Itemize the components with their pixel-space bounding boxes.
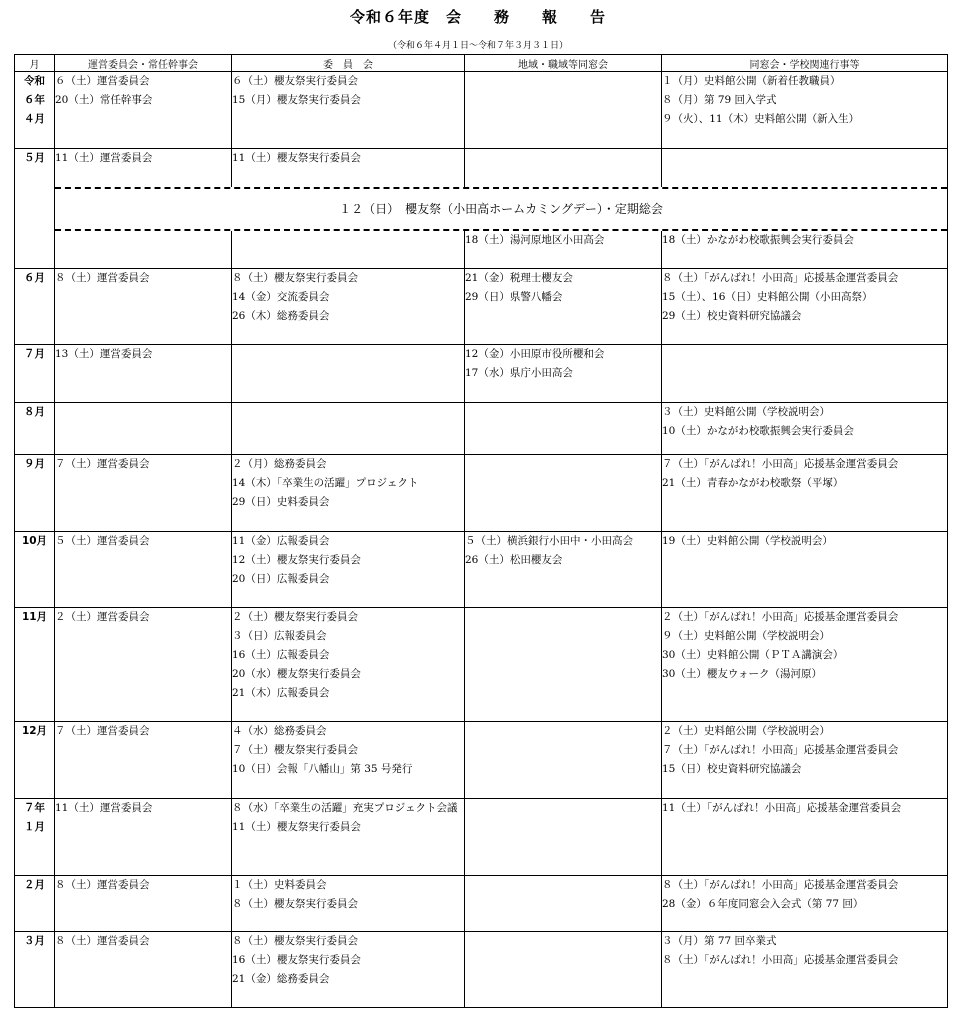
committee-cell (232, 932, 465, 1008)
table-row (15, 72, 948, 149)
entry-text: ７（土）「がんばれ！小田高」応援基金運営委員会 (662, 744, 899, 756)
entry-text: 13（土）運営委員会 (55, 348, 153, 360)
month-label: ３月 (24, 935, 45, 947)
entry-text: 20（日）広報委員会 (232, 573, 330, 585)
month-cell (15, 532, 55, 608)
header-month: 月 (15, 55, 55, 72)
month-cell (15, 149, 55, 187)
table-row (15, 149, 948, 187)
entry-text: 11（土）「がんばれ！小田高」応援基金運営委員会 (662, 802, 902, 814)
table-row (15, 455, 948, 532)
entry-text: 18（土）湯河原地区小田高会 (465, 233, 605, 246)
steering-cell (55, 345, 232, 403)
month-label: 11月 (21, 611, 48, 623)
entry-text: 10（土）かながわ校歌振興会実行委員会 (662, 425, 854, 437)
entry-text: 21（木）広報委員会 (232, 687, 330, 699)
events-cell (662, 403, 948, 455)
steering-cell (55, 455, 232, 532)
entry-text: 17（水）県庁小田高会 (465, 367, 573, 379)
entry-text: ７（土）櫻友祭実行委員会 (232, 744, 358, 756)
regional-cell (465, 932, 662, 1008)
entry-text: １（月）史料館公開（新着任教職員） (662, 75, 841, 87)
steering-cell (55, 876, 232, 932)
steering-cell (55, 608, 232, 722)
committee-cell (232, 345, 465, 403)
month-label: ６月 (24, 272, 45, 284)
entry-text: ５（土）横浜銀行小田中・小田高会 (465, 535, 633, 547)
steering-cell (55, 403, 232, 455)
entry-text: ８（土）櫻友祭実行委員会 (232, 272, 358, 284)
entry-text: 16（土）広報委員会 (232, 649, 330, 661)
month-cell (15, 403, 55, 455)
entry-text: ２（土）櫻友祭実行委員会 (232, 611, 358, 623)
regional-cell (465, 72, 662, 149)
entry-text: ８（土）「がんばれ！小田高」応援基金運営委員会 (662, 954, 899, 966)
entry-text: ８（月）第 79 回入学式 (662, 94, 777, 106)
entry-text: 10（日）会報「八幡山」第 35 号発行 (232, 763, 413, 775)
entry-text: ７（土）運営委員会 (55, 458, 150, 470)
regional-cell (465, 608, 662, 722)
table-row (15, 532, 948, 608)
entry-text: 29（日）史料委員会 (232, 496, 330, 508)
entry-text: ８（土）櫻友祭実行委員会 (232, 935, 358, 947)
table-row (15, 876, 948, 932)
entry-text: 11（土）櫻友祭実行委員会 (232, 821, 361, 833)
entry-text: 21（土）青春かながわ校歌祭（平塚） (662, 477, 844, 489)
month-label: 令和 ６年 ４月 (24, 75, 45, 125)
steering-cell (55, 269, 232, 345)
general-meeting-banner: １２（日） 櫻友祭（小田高ホームカミングデー）・定期総会 (55, 187, 947, 231)
entry-text: 11（土）運営委員会 (55, 802, 153, 814)
committee-cell (232, 269, 465, 345)
regional-cell (465, 876, 662, 932)
month-cell (15, 455, 55, 532)
entry-text: ８（土）「がんばれ！小田高」応援基金運営委員会 (662, 879, 899, 891)
month-cell (15, 345, 55, 403)
entry-text: 18（土）かながわ校歌振興会実行委員会 (662, 233, 854, 246)
page-title: 令和６年度 会 務 報 告 (349, 8, 606, 26)
table-row (15, 231, 948, 269)
table-row (15, 932, 948, 1008)
entry-text: ８（土）運営委員会 (55, 879, 150, 891)
month-label: ５月 (24, 152, 45, 164)
entry-text: 21（金）税理士櫻友会 (465, 272, 573, 284)
entry-text: 30（土）櫻友ウォーク（湯河原） (662, 668, 822, 680)
regional-cell (465, 403, 662, 455)
committee-cell (232, 532, 465, 608)
entry-text: 14（木）「卒業生の活躍」プロジェクト (232, 477, 419, 489)
table-row (15, 269, 948, 345)
committee-cell (232, 608, 465, 722)
entry-text: ９（土）史料館公開（学校説明会） (662, 630, 830, 642)
report-table (14, 54, 948, 1008)
month-cell (15, 722, 55, 799)
month-cell (15, 231, 55, 269)
entry-text: ８（土）櫻友祭実行委員会 (232, 898, 358, 910)
committee-cell (232, 403, 465, 455)
steering-cell (55, 72, 232, 149)
entry-text: 16（土）櫻友祭実行委員会 (232, 954, 361, 966)
regional-cell (465, 269, 662, 345)
header-committee: 委 員 会 (232, 55, 465, 72)
entry-text: ３（土）史料館公開（学校説明会） (662, 406, 830, 418)
entry-text: ９（火）、11（木）史料館公開（新入生） (662, 113, 860, 125)
committee-cell (232, 231, 465, 269)
table-row (15, 345, 948, 403)
regional-cell (465, 345, 662, 403)
banner-row (15, 187, 948, 231)
header-events: 同窓会・学校関連行事等 (662, 55, 948, 72)
events-cell (662, 932, 948, 1008)
entry-text: 30（土）史料館公開（ＰＴＡ講演会） (662, 649, 844, 661)
events-cell (662, 231, 948, 269)
events-cell (662, 799, 948, 876)
month-cell (15, 876, 55, 932)
entry-text: ６（土）運営委員会 (55, 75, 150, 87)
month-label: ２月 (24, 879, 45, 891)
entry-text: 11（金）広報委員会 (232, 535, 330, 547)
month-cell (15, 932, 55, 1008)
events-cell (662, 345, 948, 403)
entry-text: 19（土）史料館公開（学校説明会） (662, 535, 833, 547)
committee-cell (232, 799, 465, 876)
header-regional: 地域・職域等同窓会 (465, 55, 662, 72)
entry-text: 20（土）常任幹事会 (55, 94, 153, 106)
regional-cell (465, 799, 662, 876)
entry-text: 29（日）県警八幡会 (465, 291, 563, 303)
regional-cell (465, 231, 662, 269)
table-row (15, 799, 948, 876)
steering-cell (55, 231, 232, 269)
period-subtitle: （令和６年４月１日～令和７年３月３１日） (387, 41, 568, 51)
entry-text: ４（水）総務委員会 (232, 725, 327, 737)
events-cell (662, 149, 948, 187)
entry-text: ３（月）第 77 回卒業式 (662, 935, 777, 947)
header-row (15, 55, 948, 72)
entry-text: ２（土）「がんばれ！小田高」応援基金運営委員会 (662, 611, 899, 623)
month-cell (15, 269, 55, 345)
entry-text: 15（月）櫻友祭実行委員会 (232, 94, 361, 106)
entry-text: 15（日）校史資料研究協議会 (662, 763, 802, 775)
committee-cell (232, 149, 465, 187)
header-steering: 運営委員会・常任幹事会 (55, 55, 232, 72)
entry-text: ８（土）運営委員会 (55, 935, 150, 947)
committee-cell (232, 876, 465, 932)
entry-text: 11（土）運営委員会 (55, 152, 153, 164)
entry-text: ７（土）運営委員会 (55, 725, 150, 737)
entry-text: １（土）史料委員会 (232, 879, 327, 891)
entry-text: 12（金）小田原市役所櫻和会 (465, 348, 605, 360)
month-label: 12月 (21, 725, 48, 737)
committee-cell (232, 455, 465, 532)
month-label: ８月 (24, 406, 45, 418)
entry-text: ８（土）運営委員会 (55, 272, 150, 284)
steering-cell (55, 932, 232, 1008)
committee-cell (232, 72, 465, 149)
month-cell (15, 72, 55, 149)
steering-cell (55, 722, 232, 799)
month-label: ９月 (24, 458, 45, 470)
month-label: ７年 １月 (24, 802, 45, 833)
month-label: ７月 (24, 348, 45, 360)
entry-text: ８（土）「がんばれ！小田高」応援基金運営委員会 (662, 272, 899, 284)
events-cell (662, 72, 948, 149)
table-row (15, 403, 948, 455)
entry-text: ５（土）運営委員会 (55, 535, 150, 547)
month-label: 10月 (21, 535, 48, 547)
events-cell (662, 876, 948, 932)
entry-text: ２（土）史料館公開（学校説明会） (662, 725, 830, 737)
steering-cell (55, 532, 232, 608)
regional-cell (465, 722, 662, 799)
entry-text: ２（月）総務委員会 (232, 458, 327, 470)
entry-text: 11（土）櫻友祭実行委員会 (232, 152, 361, 164)
month-cell (15, 799, 55, 876)
events-cell (662, 608, 948, 722)
entry-text: ３（日）広報委員会 (232, 630, 327, 642)
steering-cell (55, 799, 232, 876)
entry-text: ２（土）運営委員会 (55, 611, 150, 623)
month-cell (15, 608, 55, 722)
entry-text: ８（水）「卒業生の活躍」充実プロジェクト会議 (232, 802, 458, 814)
entry-text: ７（土）「がんばれ！小田高」応援基金運営委員会 (662, 458, 899, 470)
month-cell (15, 187, 55, 231)
committee-cell (232, 722, 465, 799)
entry-text: 26（木）総務委員会 (232, 310, 330, 322)
entry-text: 20（水）櫻友祭実行委員会 (232, 668, 361, 680)
regional-cell (465, 149, 662, 187)
entry-text: 21（金）総務委員会 (232, 973, 330, 985)
events-cell (662, 722, 948, 799)
events-cell (662, 455, 948, 532)
table-row (15, 608, 948, 722)
events-cell (662, 532, 948, 608)
entry-text: 29（土）校史資料研究協議会 (662, 310, 802, 322)
regional-cell (465, 532, 662, 608)
entry-text: ６（土）櫻友祭実行委員会 (232, 75, 358, 87)
entry-text: 12（土）櫻友祭実行委員会 (232, 554, 361, 566)
entry-text: 15（土）、16（日）史料館公開（小田高祭） (662, 291, 873, 303)
steering-cell (55, 149, 232, 187)
events-cell (662, 269, 948, 345)
table-row (15, 722, 948, 799)
regional-cell (465, 455, 662, 532)
entry-text: 26（土）松田櫻友会 (465, 554, 563, 566)
entry-text: 28（金）６年度同窓会入会式（第 77 回） (662, 898, 864, 910)
entry-text: 14（金）交流委員会 (232, 291, 330, 303)
